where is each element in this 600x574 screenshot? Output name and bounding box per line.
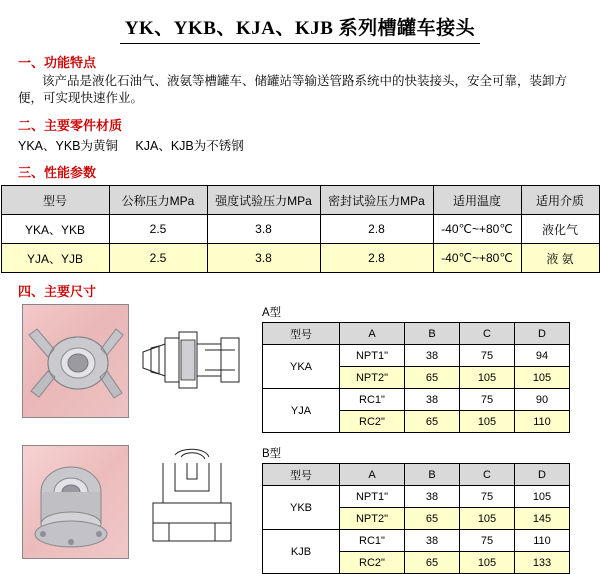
dim-a-cell: 38 xyxy=(405,389,460,411)
dim-b-header-model: 型号 xyxy=(263,464,340,486)
dim-b-model: KJB xyxy=(263,530,340,574)
spec-header-strength-pressure: 强度试验压力MPa xyxy=(207,186,320,215)
spec-header-model: 型号 xyxy=(1,186,109,215)
dim-b-cell: RC1" xyxy=(340,530,405,552)
spec-cell: -40℃~+80℃ xyxy=(433,244,521,273)
spec-cell: 液 氨 xyxy=(521,244,599,273)
dim-b-cell: 105 xyxy=(460,552,515,574)
dim-a-cell: 38 xyxy=(405,345,460,367)
type-b-label: B型 xyxy=(262,448,282,460)
type-a-row xyxy=(0,304,600,433)
table-header-row xyxy=(263,323,570,345)
dim-a-header-a: A xyxy=(340,323,405,345)
title-underline xyxy=(120,43,480,44)
spec-cell: 2.5 xyxy=(109,244,207,273)
dim-b-cell: 38 xyxy=(405,486,460,508)
dim-a-cell: 105 xyxy=(515,367,570,389)
dim-b-cell: 145 xyxy=(515,508,570,530)
dim-b-cell: 65 xyxy=(405,552,460,574)
table-header-row xyxy=(263,464,570,486)
dim-a-cell: RC2" xyxy=(340,411,405,433)
spec-table xyxy=(1,185,600,273)
spec-header-medium: 适用介质 xyxy=(521,186,599,215)
section-1-text: 该产品是液化石油气、液氨等槽罐车、储罐站等输送管路系统中的快装接头，安全可靠，装卸方便，可实现快速作业。 xyxy=(18,74,568,105)
dim-a-header-c: C xyxy=(460,323,515,345)
spec-cell: -40℃~+80℃ xyxy=(433,215,521,244)
type-a-label: A型 xyxy=(262,307,282,319)
type-b-row xyxy=(0,445,600,574)
spec-cell: 2.8 xyxy=(320,244,433,273)
section-4-heading: 四、主要尺寸 xyxy=(18,284,97,299)
dim-a-cell: 94 xyxy=(515,345,570,367)
table-row xyxy=(263,486,570,508)
spec-cell: 2.8 xyxy=(320,215,433,244)
dim-a-cell: RC1" xyxy=(340,389,405,411)
table-header-row xyxy=(1,186,599,215)
dim-a-cell: 90 xyxy=(515,389,570,411)
dim-b-header-c: C xyxy=(460,464,515,486)
dim-a-cell: 75 xyxy=(460,389,515,411)
dim-b-cell: 133 xyxy=(515,552,570,574)
coupling-photo-a xyxy=(22,304,129,418)
table-row xyxy=(1,215,599,244)
coupling-drawing-a xyxy=(135,304,250,416)
dim-b-header-b: B xyxy=(405,464,460,486)
dim-a-cell: NPT1" xyxy=(340,345,405,367)
dim-b-cell: 65 xyxy=(405,508,460,530)
spec-cell: 3.8 xyxy=(207,215,320,244)
spec-cell: YKA、YKB xyxy=(1,215,109,244)
dim-b-cell: NPT2" xyxy=(340,508,405,530)
spec-header-temperature: 适用温度 xyxy=(433,186,521,215)
dim-a-cell: 65 xyxy=(405,367,460,389)
section-1-heading: 一、功能特点 xyxy=(18,55,97,70)
spec-cell: 3.8 xyxy=(207,244,320,273)
dim-a-cell: 105 xyxy=(460,367,515,389)
dim-a-header-model: 型号 xyxy=(263,323,340,345)
dimension-table-b xyxy=(262,463,570,574)
dim-a-cell: NPT2" xyxy=(340,367,405,389)
coupling-photo-b xyxy=(22,445,129,559)
dim-b-cell: RC2" xyxy=(340,552,405,574)
dim-b-header-a: A xyxy=(340,464,405,486)
table-row xyxy=(263,530,570,552)
table-row xyxy=(1,244,599,273)
spec-cell: 液化气 xyxy=(521,215,599,244)
table-row xyxy=(263,389,570,411)
section-2-text: YKA、YKB为黄铜 KJA、KJB为不锈钢 xyxy=(18,139,244,153)
spec-header-seal-pressure: 密封试验压力MPa xyxy=(320,186,433,215)
dim-b-cell: 75 xyxy=(460,486,515,508)
dim-a-model: YKA xyxy=(263,345,340,389)
type-a-tables xyxy=(262,304,570,433)
dim-a-model: YJA xyxy=(263,389,340,433)
type-b-tables xyxy=(262,445,570,574)
dim-b-cell: 38 xyxy=(405,530,460,552)
dimension-section xyxy=(0,304,600,574)
dim-b-header-d: D xyxy=(515,464,570,486)
page-title: YK、YKB、KJA、KJB 系列槽罐车接头 xyxy=(124,18,476,39)
dim-b-cell: 110 xyxy=(515,530,570,552)
dim-b-cell: 75 xyxy=(460,530,515,552)
dim-a-cell: 75 xyxy=(460,345,515,367)
section-2-heading: 二、主要零件材质 xyxy=(18,118,123,133)
dimension-table-a xyxy=(262,322,570,433)
dim-b-cell: NPT1" xyxy=(340,486,405,508)
table-row xyxy=(263,345,570,367)
coupling-drawing-b xyxy=(135,445,250,557)
dim-a-cell: 65 xyxy=(405,411,460,433)
dim-a-cell: 110 xyxy=(515,411,570,433)
spec-cell: 2.5 xyxy=(109,215,207,244)
dim-b-cell: 105 xyxy=(515,486,570,508)
dim-b-model: YKB xyxy=(263,486,340,530)
spec-cell: YJA、YJB xyxy=(1,244,109,273)
dim-b-cell: 105 xyxy=(460,508,515,530)
dim-a-header-b: B xyxy=(405,323,460,345)
dim-a-cell: 105 xyxy=(460,411,515,433)
section-3-heading: 三、性能参数 xyxy=(18,165,97,180)
spec-header-nominal-pressure: 公称压力MPa xyxy=(109,186,207,215)
dim-a-header-d: D xyxy=(515,323,570,345)
